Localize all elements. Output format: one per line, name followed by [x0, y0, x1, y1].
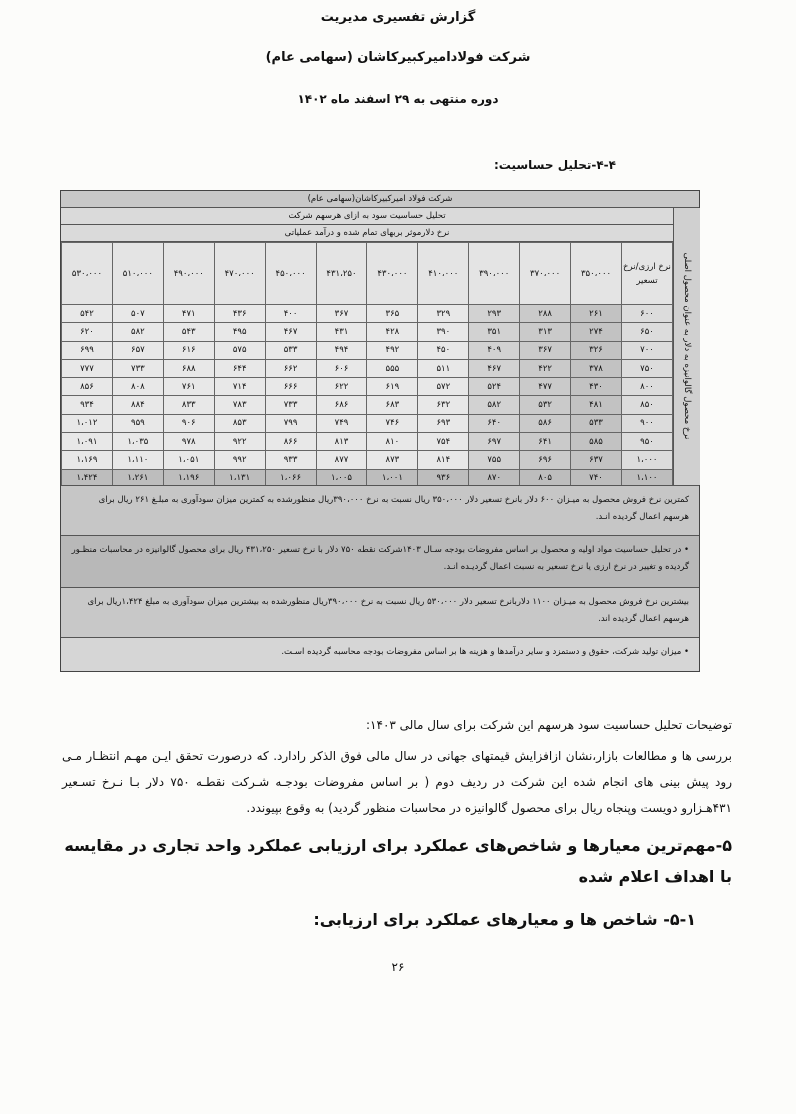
heading-5-1: ۵-۱- شاخص ها و معیارهای عملکرد برای ارزیابی:	[313, 910, 696, 929]
explanation-title: توضیحات تحلیل حساسیت سود هرسهم این شرکت برای سال مالی ۱۴۰۳:	[366, 718, 732, 732]
value-cell: ۷۴۰	[571, 469, 622, 487]
value-cell: ۹۳۶	[418, 469, 469, 487]
value-cell: ۸۷۷	[316, 451, 367, 469]
rate-cell: ۱،۰۰۰	[621, 451, 672, 469]
report-title: گزارش تفسیری مدیریت	[320, 10, 476, 25]
heading-5: ۵-مهم‌ترین معیارها و شاخص‌های عملکرد برای ارزیابی عملکرد واحد تجاری در مقایسه با اهداف اعلام شده	[64, 836, 732, 886]
value-cell: ۸۱۴	[418, 451, 469, 469]
value-cell: ۶۳۲	[418, 396, 469, 414]
value-cell: ۴۹۲	[367, 341, 418, 359]
value-cell: ۵۸۵	[571, 433, 622, 451]
sensitivity-grid	[61, 242, 673, 488]
value-cell: ۶۴۰	[469, 414, 520, 432]
value-cell: ۳۶۵	[367, 305, 418, 323]
value-cell: ۴۳۶	[214, 305, 265, 323]
rate-cell: ۷۵۰	[621, 359, 672, 377]
value-cell: ۹۳۴	[62, 396, 113, 414]
value-cell: ۱،۰۹۱	[62, 433, 113, 451]
note-max: بیشترین نرخ فروش محصول به میـزان ۱۱۰۰ دلاربانرخ تسعیر دلار ۵۳۰،۰۰۰ ریال نسبت به نرخ ۳۹۰،۰۰۰ریال منظورشده به بیشترین میزان سودآوری به مبلغ ۱،۴۲۴ریال برای هرسهم اعمال گردیده اند.	[61, 587, 699, 637]
value-cell: ۶۲۲	[316, 378, 367, 396]
value-cell: ۱،۱۳۱	[214, 469, 265, 487]
value-cell: ۵۲۴	[469, 378, 520, 396]
value-cell: ۵۷۵	[214, 341, 265, 359]
value-cell: ۷۳۳	[265, 396, 316, 414]
value-cell: ۴۷۷	[520, 378, 571, 396]
side-label-column	[673, 208, 700, 485]
value-cell: ۵۷۲	[418, 378, 469, 396]
value-cell: ۸۳۳	[163, 396, 214, 414]
period-label: دوره منتهی به ۲۹ اسفند ماه ۱۴۰۲	[297, 92, 499, 106]
column-header: ۴۵۰،۰۰۰	[265, 243, 316, 305]
note-budget: • در تحلیل حساسیت مواد اولیه و محصول بر اساس مفروضات بودجه سـال ۱۴۰۳شرکت نقطه ۷۵۰ دلار با نرخ تسعیر ۴۳۱،۲۵۰ ریال برای محصول گالوانیزه در محاسبات منظـور گردیده و تغییر در نرخ ارزی یا نرخ تسعیر به نسبت اعمال گردیـده انـد.	[61, 535, 699, 587]
table-analysis-bar: تحلیل حساسیت سود به ازای هرسهم شرکت	[61, 208, 673, 225]
value-cell: ۵۸۲	[112, 323, 163, 341]
column-header: ۴۷۰،۰۰۰	[214, 243, 265, 305]
value-cell: ۱،۰۳۵	[112, 433, 163, 451]
value-cell: ۴۰۹	[469, 341, 520, 359]
value-cell: ۸۷۰	[469, 469, 520, 487]
row-header-label: نرخ ارزی/نرخ تسعیر	[621, 243, 672, 305]
value-cell: ۴۰۰	[265, 305, 316, 323]
value-cell: ۶۹۶	[520, 451, 571, 469]
section-title: ۴-۴-تحلیل حساسیت:	[493, 158, 616, 172]
value-cell: ۱،۱۹۶	[163, 469, 214, 487]
value-cell: ۶۹۷	[469, 433, 520, 451]
table-company-bar: شرکت فولاد امیرکبیرکاشان(سهامی عام)	[61, 191, 699, 208]
value-cell: ۶۶۶	[265, 378, 316, 396]
table-row	[62, 323, 673, 341]
value-cell: ۳۵۱	[469, 323, 520, 341]
value-cell: ۴۶۷	[469, 359, 520, 377]
value-cell: ۲۹۳	[469, 305, 520, 323]
value-cell: ۸۱۳	[316, 433, 367, 451]
value-cell: ۴۷۱	[163, 305, 214, 323]
value-cell: ۵۴۳	[163, 323, 214, 341]
value-cell: ۷۱۴	[214, 378, 265, 396]
sensitivity-table	[60, 190, 700, 672]
rate-cell: ۸۰۰	[621, 378, 672, 396]
value-cell: ۱،۰۵۱	[163, 451, 214, 469]
value-cell: ۳۷۸	[571, 359, 622, 377]
value-cell: ۶۸۶	[316, 396, 367, 414]
rate-cell: ۷۰۰	[621, 341, 672, 359]
value-cell: ۶۱۹	[367, 378, 418, 396]
value-cell: ۱،۱۱۰	[112, 451, 163, 469]
rate-cell: ۱،۱۰۰	[621, 469, 672, 487]
value-cell: ۳۶۷	[316, 305, 367, 323]
note-min: کمترین نرخ فروش محصول به میـزان ۶۰۰ دلار بانرخ تسعیر دلار ۳۵۰،۰۰۰ ریال نسبت به نرخ ۳۹۰،۰۰۰ریال منظورشده به کمترین میزان سودآوری به مبلـغ ۲۶۱ ریال برای هرسهم اعمال گردیده انـد.	[61, 485, 699, 535]
value-cell: ۹۳۳	[265, 451, 316, 469]
value-cell: ۳۲۹	[418, 305, 469, 323]
table-row	[62, 341, 673, 359]
rate-cell: ۶۰۰	[621, 305, 672, 323]
value-cell: ۲۸۸	[520, 305, 571, 323]
rate-cell: ۶۵۰	[621, 323, 672, 341]
value-cell: ۶۶۲	[265, 359, 316, 377]
column-header: ۳۷۰،۰۰۰	[520, 243, 571, 305]
value-cell: ۸۰۸	[112, 378, 163, 396]
grid-header-row	[62, 243, 673, 305]
rate-cell: ۸۵۰	[621, 396, 672, 414]
note-production: • میزان تولید شرکت، حقوق و دستمزد و سایر درآمدها و هزینه ها بر اساس مفروضات بودجه محاسبه گردیده اسـت.	[61, 637, 699, 671]
value-cell: ۷۷۷	[62, 359, 113, 377]
value-cell: ۴۹۵	[214, 323, 265, 341]
value-cell: ۱،۰۶۶	[265, 469, 316, 487]
value-cell: ۲۷۴	[571, 323, 622, 341]
table-rate-bar: نرخ دلارموثر بربهای تمام شده و درآمد عملیاتی	[61, 225, 673, 242]
value-cell: ۳۲۶	[571, 341, 622, 359]
column-header: ۵۱۰،۰۰۰	[112, 243, 163, 305]
column-header: ۵۳۰،۰۰۰	[62, 243, 113, 305]
value-cell: ۶۸۸	[163, 359, 214, 377]
value-cell: ۱،۰۰۵	[316, 469, 367, 487]
value-cell: ۴۵۰	[418, 341, 469, 359]
value-cell: ۷۹۹	[265, 414, 316, 432]
value-cell: ۹۵۹	[112, 414, 163, 432]
table-row	[62, 433, 673, 451]
value-cell: ۵۰۷	[112, 305, 163, 323]
value-cell: ۸۵۶	[62, 378, 113, 396]
value-cell: ۶۲۰	[62, 323, 113, 341]
value-cell: ۲۶۱	[571, 305, 622, 323]
value-cell: ۶۹۳	[418, 414, 469, 432]
value-cell: ۵۸۲	[469, 396, 520, 414]
value-cell: ۶۳۷	[571, 451, 622, 469]
column-header: ۴۱۰،۰۰۰	[418, 243, 469, 305]
page-number: ۲۶	[391, 960, 405, 974]
value-cell: ۹۹۲	[214, 451, 265, 469]
value-cell: ۶۴۴	[214, 359, 265, 377]
table-row	[62, 378, 673, 396]
value-cell: ۵۱۱	[418, 359, 469, 377]
value-cell: ۱،۰۱۲	[62, 414, 113, 432]
value-cell: ۶۴۱	[520, 433, 571, 451]
value-cell: ۵۳۳	[571, 414, 622, 432]
value-cell: ۷۸۳	[214, 396, 265, 414]
column-header: ۴۳۱،۲۵۰	[316, 243, 367, 305]
table-row	[62, 396, 673, 414]
value-cell: ۹۷۸	[163, 433, 214, 451]
value-cell: ۴۳۰	[571, 378, 622, 396]
column-header: ۳۵۰،۰۰۰	[571, 243, 622, 305]
value-cell: ۶۹۹	[62, 341, 113, 359]
side-label: نرخ محصول گالوانیزه به دلار به عنوان محصول اصلی	[682, 252, 692, 440]
value-cell: ۴۲۸	[367, 323, 418, 341]
value-cell: ۷۵۵	[469, 451, 520, 469]
rate-cell: ۹۵۰	[621, 433, 672, 451]
value-cell: ۴۸۱	[571, 396, 622, 414]
value-cell: ۶۸۳	[367, 396, 418, 414]
value-cell: ۶۱۶	[163, 341, 214, 359]
value-cell: ۱،۴۲۴	[62, 469, 113, 487]
column-header: ۴۳۰،۰۰۰	[367, 243, 418, 305]
value-cell: ۷۵۴	[418, 433, 469, 451]
value-cell: ۶۰۶	[316, 359, 367, 377]
value-cell: ۵۳۳	[265, 341, 316, 359]
value-cell: ۴۳۱	[316, 323, 367, 341]
value-cell: ۵۵۵	[367, 359, 418, 377]
value-cell: ۸۰۵	[520, 469, 571, 487]
explanation-body: بررسی ها و مطالعات بازار،نشان ازافزایش قیمتهای جهانی در سال مالی فوق الذکر رادارد. که درصورت تحقق ایـن مهـم انتظـار مـی رود پیش بینی های انجام شده این شرکت در ردیف دوم ( بر اساس مفروضات بودجـه شـرکت نقطـه ۷۵۰ دلار بـا نـرخ تسـعیر ۴۳۱هـزارو دویست وپنجاه ریال برای محصول گالوانیزه در محاسبات منظور گردید) به وقوع بپیوندد.	[62, 749, 732, 815]
value-cell: ۷۴۶	[367, 414, 418, 432]
value-cell: ۸۸۴	[112, 396, 163, 414]
value-cell: ۸۵۳	[214, 414, 265, 432]
value-cell: ۷۴۹	[316, 414, 367, 432]
value-cell: ۶۵۷	[112, 341, 163, 359]
value-cell: ۸۷۳	[367, 451, 418, 469]
column-header: ۴۹۰،۰۰۰	[163, 243, 214, 305]
value-cell: ۳۶۷	[520, 341, 571, 359]
value-cell: ۱،۰۰۱	[367, 469, 418, 487]
value-cell: ۷۳۳	[112, 359, 163, 377]
value-cell: ۴۶۷	[265, 323, 316, 341]
value-cell: ۵۴۲	[62, 305, 113, 323]
table-row	[62, 359, 673, 377]
value-cell: ۹۲۲	[214, 433, 265, 451]
value-cell: ۹۰۶	[163, 414, 214, 432]
column-header: ۳۹۰،۰۰۰	[469, 243, 520, 305]
value-cell: ۸۱۰	[367, 433, 418, 451]
value-cell: ۴۹۴	[316, 341, 367, 359]
value-cell: ۳۱۳	[520, 323, 571, 341]
value-cell: ۴۲۲	[520, 359, 571, 377]
rate-cell: ۹۰۰	[621, 414, 672, 432]
company-name: شرکت فولادامیرکبیرکاشان (سهامی عام)	[265, 50, 531, 65]
table-row	[62, 305, 673, 323]
value-cell: ۳۹۰	[418, 323, 469, 341]
value-cell: ۵۸۶	[520, 414, 571, 432]
value-cell: ۵۳۲	[520, 396, 571, 414]
value-cell: ۸۶۶	[265, 433, 316, 451]
value-cell: ۱،۲۶۱	[112, 469, 163, 487]
table-row	[62, 451, 673, 469]
value-cell: ۷۶۱	[163, 378, 214, 396]
table-row	[62, 414, 673, 432]
value-cell: ۱،۱۶۹	[62, 451, 113, 469]
